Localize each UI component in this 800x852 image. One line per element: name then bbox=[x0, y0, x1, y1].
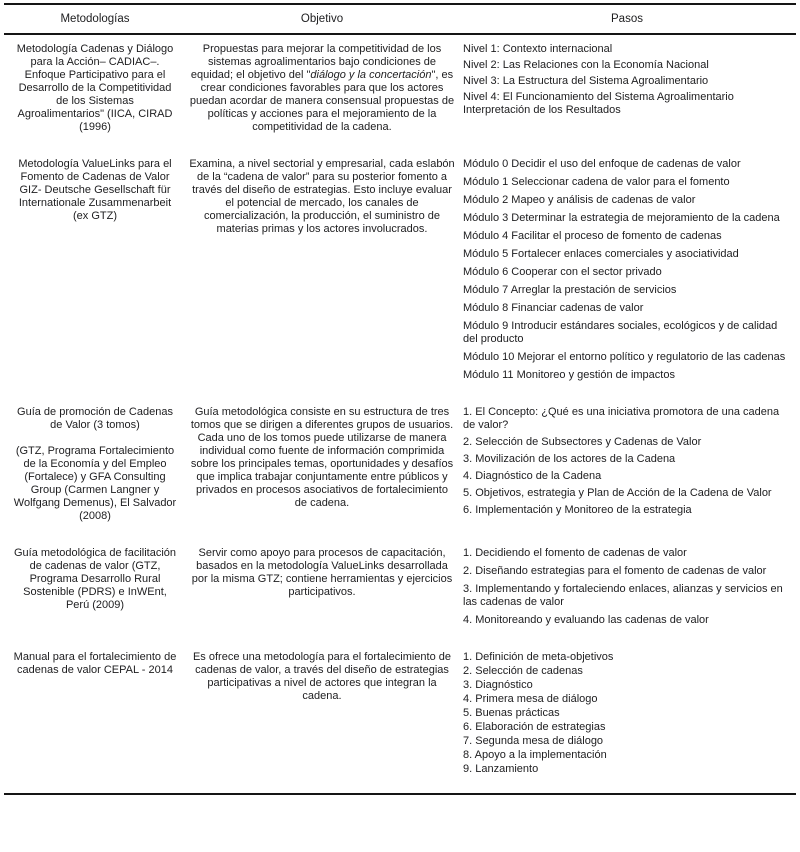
pasos-cell bbox=[458, 150, 796, 398]
paso-item: Módulo 4 Facilitar el proceso de fomento de cadenas bbox=[463, 230, 722, 242]
paso-item: 7. Segunda mesa de diálogo bbox=[463, 735, 604, 747]
paso-item: 2. Selección de cadenas bbox=[463, 665, 583, 677]
paso-item: Módulo 6 Cooperar con el sector privado bbox=[463, 266, 662, 278]
objetivo-cell bbox=[186, 34, 458, 150]
objetivo-text-italic: diálogo y la concertación bbox=[310, 69, 432, 81]
paso-item: 3. Diagnóstico bbox=[463, 679, 533, 691]
objetivo-cell bbox=[186, 539, 458, 643]
paso-item: 5. Buenas prácticas bbox=[463, 707, 560, 719]
metodologia-cell bbox=[4, 398, 186, 539]
header-row bbox=[4, 4, 796, 34]
paso-item: 8. Apoyo a la implementación bbox=[463, 749, 607, 761]
objetivo-text: Propuestas para mejorar la competitividad de los sistemas agroalimentarios bajo condiciones de equidad; el objetivo del " bbox=[190, 43, 442, 81]
paso-item: Nivel 3: La Estructura del Sistema Agroalimentario bbox=[463, 75, 709, 87]
metodologia-cell bbox=[4, 539, 186, 643]
pasos-cell bbox=[458, 643, 796, 794]
paso-item: Módulo 7 Arreglar la prestación de servicios bbox=[463, 284, 677, 296]
paso-item: 3. Implementando y fortaleciendo enlaces, alianzas y servicios en las cadenas de valor bbox=[463, 583, 783, 608]
table-row bbox=[4, 34, 796, 150]
table-row bbox=[4, 398, 796, 539]
paso-item: 2. Selección de Subsectores y Cadenas de Valor bbox=[463, 436, 702, 448]
methodologies-table bbox=[4, 3, 796, 795]
column-header-metodologias: Metodologías bbox=[4, 4, 186, 34]
paso-item: Módulo 3 Determinar la estrategia de mejoramiento de la cadena bbox=[463, 212, 780, 224]
table-body bbox=[4, 34, 796, 794]
paso-item: 6. Elaboración de estrategias bbox=[463, 721, 606, 733]
paso-item: Nivel 1: Contexto internacional bbox=[463, 43, 613, 55]
column-header-objetivo: Objetivo bbox=[186, 4, 458, 34]
paso-item: Módulo 10 Mejorar el entorno político y regulatorio de las cadenas bbox=[463, 351, 786, 363]
paso-item: Módulo 2 Mapeo y análisis de cadenas de valor bbox=[463, 194, 696, 206]
objetivo-text: Es ofrece una metodología para el fortalecimiento de cadenas de valor, a través del diseño de estrategias participativas a nivel de actores que integran la cadena. bbox=[192, 651, 452, 702]
pasos-cell bbox=[458, 398, 796, 539]
table-row bbox=[4, 150, 796, 398]
paso-item: 9. Lanzamiento bbox=[463, 763, 539, 775]
paso-item: Módulo 8 Financiar cadenas de valor bbox=[463, 302, 644, 314]
paso-item: Módulo 5 Fortalecer enlaces comerciales y asociatividad bbox=[463, 248, 739, 260]
paso-item: Módulo 0 Decidir el uso del enfoque de cadenas de valor bbox=[463, 158, 741, 170]
metodologia-paragraph: Guía metodológica de facilitación de cadenas de valor (GTZ, Programa Desarrollo Rural Sostenible (PDRS) e InWEnt, Perú (2009) bbox=[13, 547, 177, 611]
pasos-cell bbox=[458, 34, 796, 150]
metodologia-paragraph: Metodología ValueLinks para el Fomento de Cadenas de Valor GIZ- Deutsche Gesellschaft für Internationale Zusammenarbeit (ex GTZ) bbox=[18, 158, 172, 222]
objetivo-cell bbox=[186, 643, 458, 794]
table-row bbox=[4, 643, 796, 794]
paso-item: 5. Objetivos, estrategia y Plan de Acción de la Cadena de Valor bbox=[463, 487, 772, 499]
objetivo-text: Guía metodológica consiste en su estructura de tres tomos que se dirigen a diferentes grupos de usuarios. Cada uno de los tomos puede utilizarse de manera individual como fuente de información comprimida sobre los principales temas, oportunidades y desafíos que implica trabajar conjuntamente entre públicos y privados en procesos asociativos de fortalecimiento de cadena. bbox=[190, 406, 454, 509]
objetivo-text: Examina, a nivel sectorial y empresarial, cada eslabón de la “cadena de valor” para su posterior fomento a través del diseño de estrategias. Esto incluye evaluar el potencial de mercado, los canales de comercialización, la producción, el suministro de materias primas y los actores involucrados. bbox=[189, 158, 455, 235]
paso-item: Módulo 11 Monitoreo y gestión de impactos bbox=[463, 369, 675, 381]
objetivo-text: ", es crear condiciones favorables para que los actores puedan acordar de manera consensual propuestas de políticas y acciones para el mejoramiento de la competitividad de la cadena. bbox=[189, 69, 455, 133]
table-header bbox=[4, 4, 796, 34]
paso-item: 2. Diseñando estrategias para el fomento de cadenas de valor bbox=[463, 565, 767, 577]
paso-item: Módulo 1 Seleccionar cadena de valor para el fomento bbox=[463, 176, 730, 188]
metodologia-paragraph: Enfoque Participativo para el Desarrollo de la Competitividad de los Sistemas Agroalimentarios" (IICA, CIRAD (1996) bbox=[17, 69, 173, 133]
paso-item: 1. Decidiendo el fomento de cadenas de valor bbox=[463, 547, 687, 559]
paso-item: 1. Definición de meta-objetivos bbox=[463, 651, 614, 663]
objetivo-cell bbox=[186, 150, 458, 398]
metodologia-cell bbox=[4, 150, 186, 398]
column-header-pasos: Pasos bbox=[458, 4, 796, 34]
paso-item: 4. Diagnóstico de la Cadena bbox=[463, 470, 602, 482]
paso-item: Nivel 2: Las Relaciones con la Economía Nacional bbox=[463, 59, 709, 71]
paso-item: Nivel 4: El Funcionamiento del Sistema Agroalimentario Interpretación de los Resultados bbox=[463, 91, 734, 116]
paso-item: Módulo 9 Introducir estándares sociales, ecológicos y de calidad del producto bbox=[463, 320, 778, 345]
objetivo-cell bbox=[186, 398, 458, 539]
objetivo-text: Servir como apoyo para procesos de capacitación, basados en la metodología ValueLinks desarrollada por la misma GTZ; contiene herramientas y ejercicios participativos. bbox=[191, 547, 453, 598]
metodologia-cell bbox=[4, 643, 186, 794]
metodologia-paragraph: Metodología Cadenas y Diálogo para la Acción– CADIAC–. bbox=[16, 43, 174, 68]
metodologia-cell bbox=[4, 34, 186, 150]
metodologia-paragraph: Manual para el fortalecimiento de cadenas de valor CEPAL - 2014 bbox=[13, 651, 177, 676]
paso-item: 4. Primera mesa de diálogo bbox=[463, 693, 598, 705]
paso-item: 1. El Concepto: ¿Qué es una iniciativa promotora de una cadena de valor? bbox=[463, 406, 780, 431]
paso-item: 3. Movilización de los actores de la Cadena bbox=[463, 453, 676, 465]
table-row bbox=[4, 539, 796, 643]
metodologia-paragraph: (GTZ, Programa Fortalecimiento de la Economía y del Empleo (Fortalece) y GFA Consulting Group (Carmen Langner y Wolfgang Demenus), El Salvador (2008) bbox=[13, 445, 177, 522]
paso-item: 6. Implementación y Monitoreo de la estrategia bbox=[463, 504, 692, 516]
metodologia-paragraph: Guía de promoción de Cadenas de Valor (3 tomos) bbox=[17, 406, 173, 431]
pasos-cell bbox=[458, 539, 796, 643]
paragraph-gap bbox=[12, 432, 178, 445]
paso-item: 4. Monitoreando y evaluando las cadenas de valor bbox=[463, 614, 709, 626]
